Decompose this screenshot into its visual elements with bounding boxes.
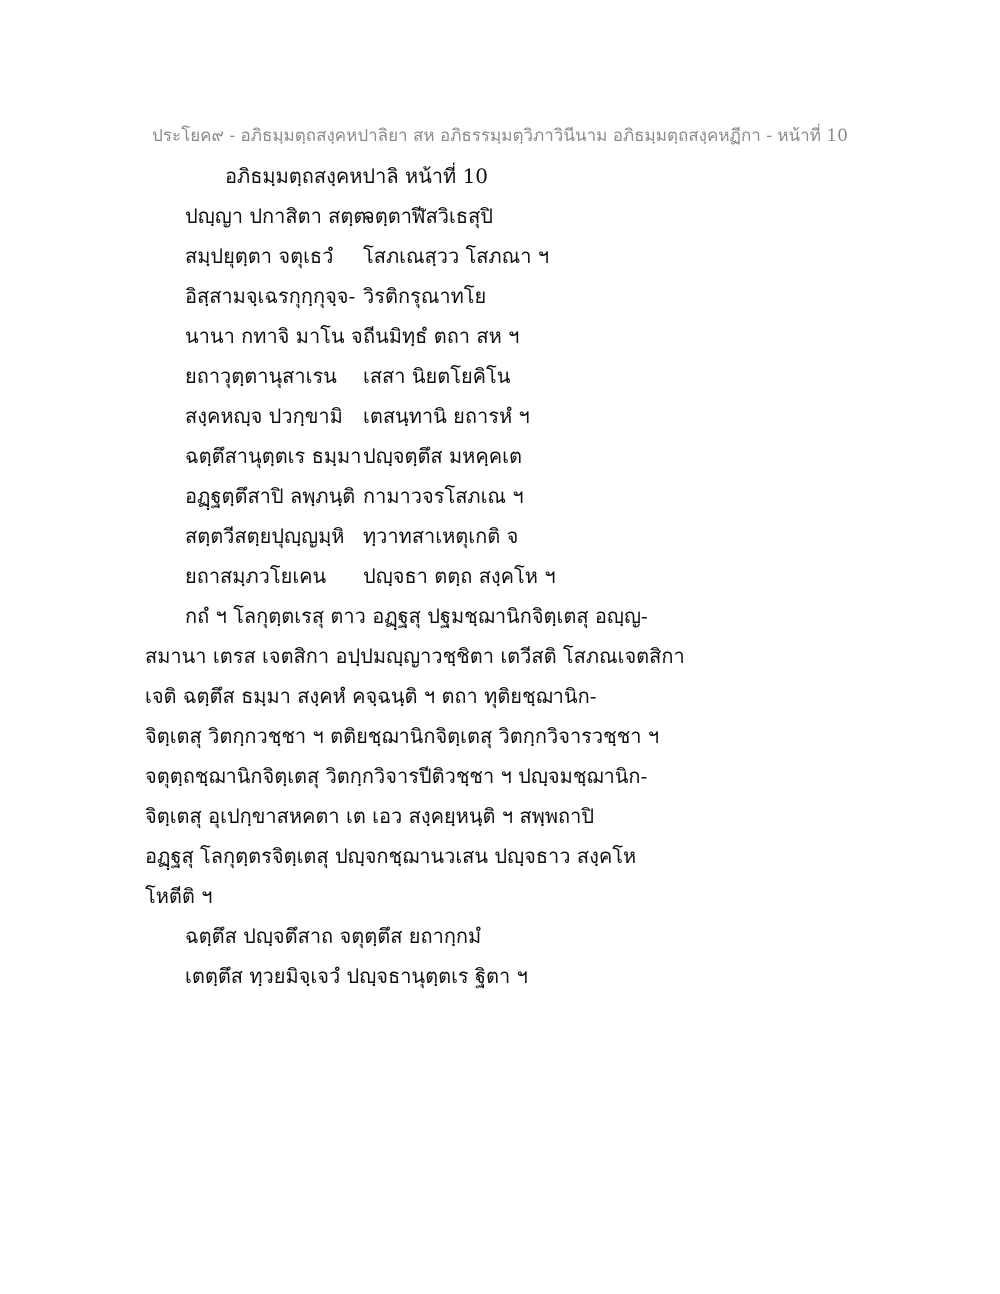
verse-line: [185, 280, 486, 312]
prose-line: สมานา เตรส เจตสิกา อปฺปมญฺญาวชฺชิตา เตวีสติ โสภณเจตสิกา: [145, 644, 685, 668]
page-title: อภิธมฺมตฺถสงฺคหปาลิ หน้าที่ 10: [225, 164, 489, 188]
verse-line: [185, 320, 519, 352]
verse-line: [185, 200, 493, 232]
verse-second-half: โสภเณสฺวว โสภณา ฯ: [363, 244, 550, 268]
verse-second-half: กามาวจรโสภเณ ฯ: [363, 484, 524, 508]
verse-first-half: อิสฺสามจฺเฉรกุกฺกุจฺจ-: [185, 284, 356, 308]
verse-first-half: นานา กทาจิ มาโน จ: [185, 324, 363, 348]
verse-first-half: อฏฺฐตฺตึสาปิ ลพฺภนฺติ: [185, 484, 356, 508]
verse-first-half: ยถาวุตฺตานุสาเรน: [185, 364, 337, 388]
verse-first-half: สตฺตวีสตฺยปุญฺญมฺหิ: [185, 524, 345, 548]
verse-line: [185, 240, 549, 272]
verse-second-half: ปญฺจตฺตึส มหคฺคเต: [363, 444, 522, 468]
running-header: ประโยค๙ - อภิธมฺมตฺถสงฺคหปาลิยา สห อภิธรรมฺมตฺวิภาวินีนาม อภิธมฺมตฺถสงฺคหฏีกา - หน้าที่ 10: [152, 126, 848, 146]
verse-first-half: ฉตฺตึสานุตฺตเร ธมฺมา: [185, 444, 362, 468]
verse-first-half: สมฺปยุตฺตา จตุเธวํ: [185, 244, 334, 268]
verse-line: [185, 480, 524, 512]
verse-line: [185, 560, 556, 592]
verse-second-half: จตฺตาฬีสวิเธสุปิ: [363, 204, 493, 228]
prose-line: จิตฺเตสุ อุเปกฺขาสหคตา เต เอว สงฺคยฺหนฺติ ฯ สพฺพถาปิ: [145, 804, 595, 828]
verse-second-half: เสสา นิยตโยคิโน: [363, 364, 511, 388]
prose-line: เจติ ฉตฺตึส ธมฺมา สงฺคหํ คจฺฉนฺติ ฯ ตถา ทุติยชฺฌานิก-: [145, 684, 597, 708]
prose-line: โหตีติ ฯ: [145, 884, 213, 908]
closing-verse-line: เตตฺตึส ทฺวยมิจฺเจวํ ปญฺจธานุตฺตเร ฐิตา ฯ: [185, 964, 528, 988]
verse-first-half: ยถาสมฺภวโยเคน: [185, 564, 327, 588]
prose-line: อฏฺฐสุ โลกุตฺตรจิตฺเตสุ ปญฺจกชฺฌานวเสน ปญฺจธาว สงฺคโห: [145, 844, 637, 868]
verse-line: [185, 440, 522, 472]
verse-line: [185, 360, 510, 392]
verse-second-half: ถีนมิทฺธํ ตถา สห ฯ: [363, 324, 520, 348]
verse-second-half: วิรติกรุณาทโย: [363, 284, 487, 308]
prose-line: จิตฺเตสุ วิตกฺกวชฺชา ฯ ตติยชฺฌานิกจิตฺเตสุ วิตกฺกวิจารวชฺชา ฯ: [145, 724, 660, 748]
prose-line: กถํ ฯ โลกุตฺตเรสุ ตาว อฏฺฐสุ ปฐมชฺฌานิกจิตฺเตสุ อญฺญ-: [185, 604, 648, 628]
verse-second-half: ทฺวาทสาเหตุเกติ จ: [363, 524, 519, 548]
closing-verse-line: ฉตฺตึส ปญฺจตึสาถ จตุตฺตึส ยถากฺกมํ: [185, 924, 482, 948]
prose-line: จตุตฺถชฺฌานิกจิตฺเตสุ วิตกฺกวิจารปีติวชฺชา ฯ ปญฺจมชฺฌานิก-: [145, 764, 648, 788]
verse-second-half: เตสนฺทานิ ยถารหํ ฯ: [363, 404, 530, 428]
verse-first-half: ปญฺญา ปกาสิตา สตฺต-: [185, 204, 374, 228]
verse-second-half: ปญฺจธา ตตฺถ สงฺคโห ฯ: [363, 564, 556, 588]
verse-first-half: สงฺคหญฺจ ปวกฺขามิ: [185, 404, 343, 428]
verse-line: [185, 520, 518, 552]
verse-line: [185, 400, 530, 432]
